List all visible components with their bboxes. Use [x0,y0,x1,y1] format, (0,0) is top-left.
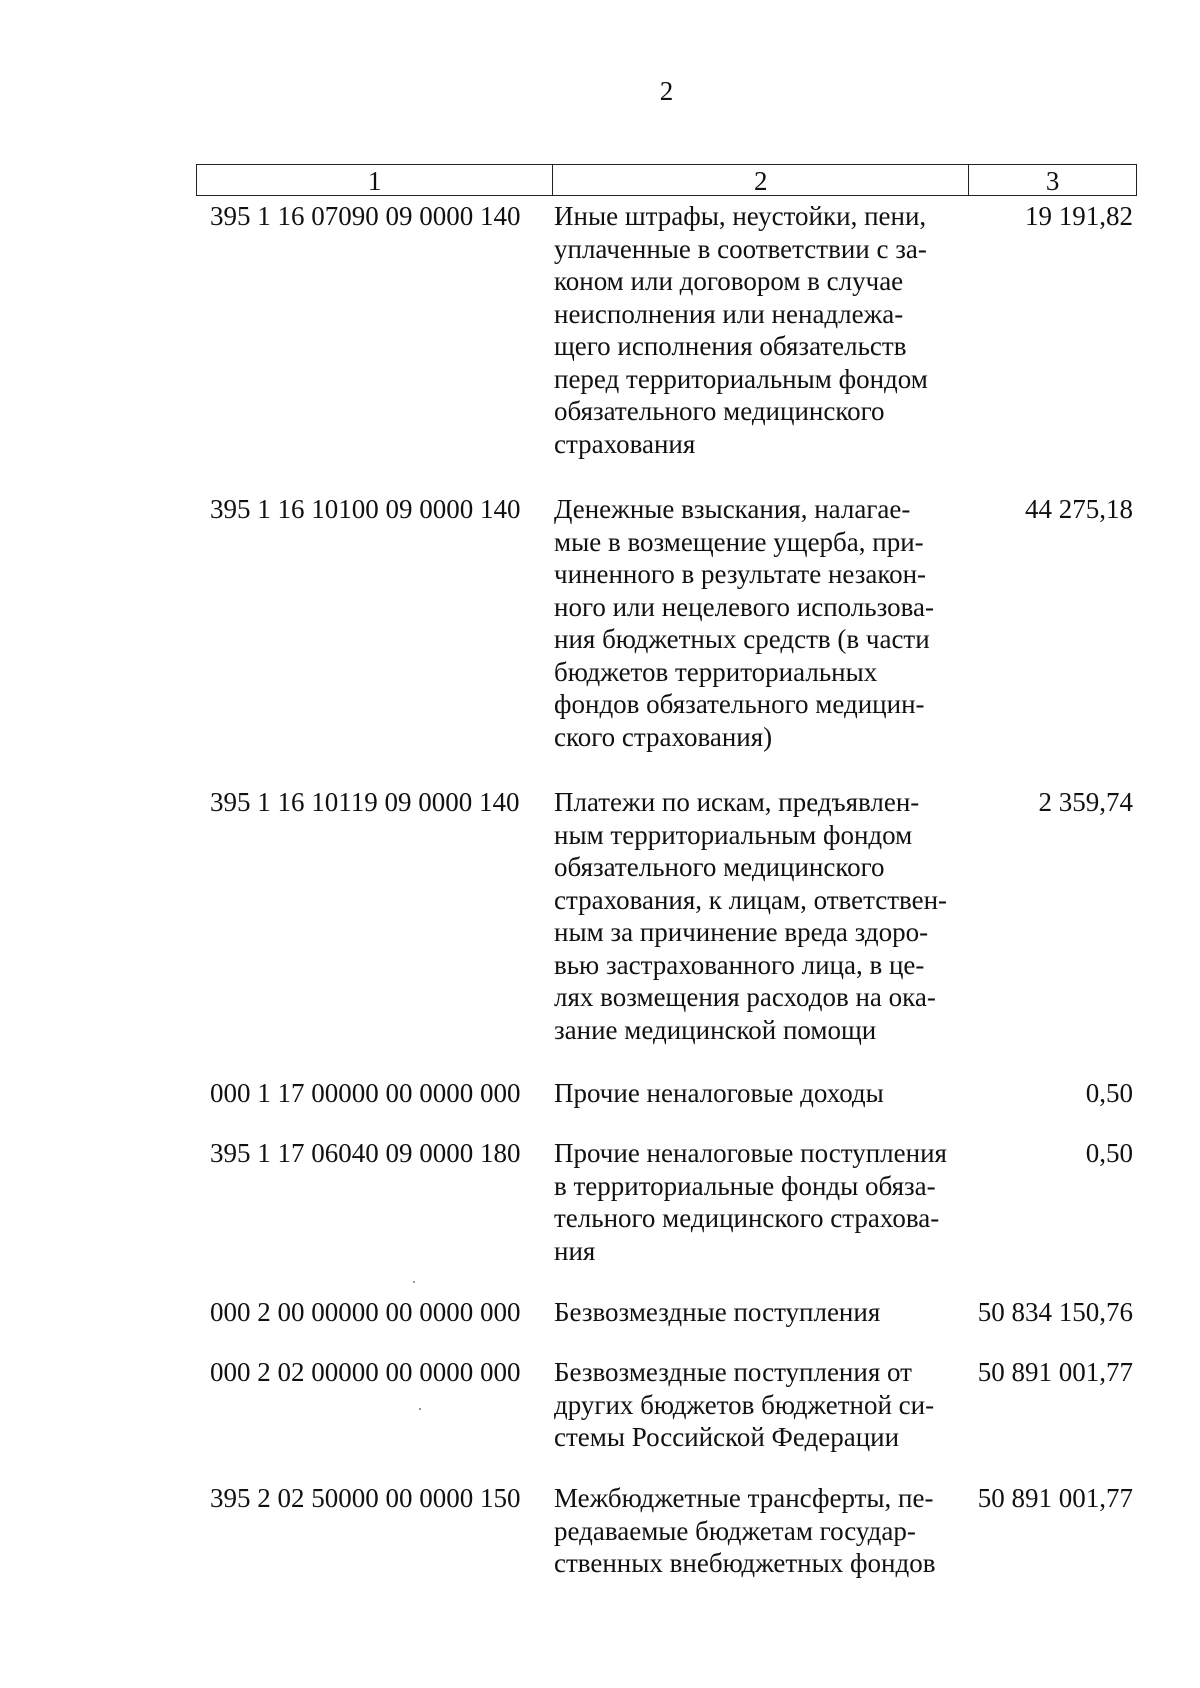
description-line: вью застрахованного лица, в це- [554,949,925,980]
amount-value: 44 275,18 [1025,494,1133,524]
row-description [554,1356,974,1454]
amount-value: 0,50 [1085,1138,1133,1168]
budget-code: 395 1 17 06040 09 0000 180 [210,1138,521,1168]
description-line: ного или нецелевого использова- [554,591,934,622]
description-line: Безвозмездные поступления [554,1297,881,1327]
budget-code: 395 1 16 10119 09 0000 140 [210,787,520,817]
row-description [554,200,974,460]
header-cell-3: 3 [1045,166,1060,196]
description-line: других бюджетов бюджетной си- [554,1389,935,1420]
description-line: неисполнения или ненадлежа- [554,298,904,329]
description-line: Безвозмездные поступления от [554,1357,912,1387]
description-line: мые в возмещение ущерба, при- [554,526,924,557]
scan-speck [419,1408,421,1410]
description-line: бюджетов территориальных [554,656,878,687]
description-line: страхования [554,428,696,459]
amount-value: 2 359,74 [1038,787,1133,817]
amount-value: 0,50 [1085,1078,1133,1108]
description-line: страхования, к лицам, ответствен- [554,884,948,915]
description-line: Прочие неналоговые поступления [554,1138,947,1168]
description-line: ния [554,1235,596,1266]
description-line: Прочие неналоговые доходы [554,1078,884,1108]
row-description [554,493,974,753]
description-line: уплаченные в соответствии с за- [554,233,927,264]
description-line: ственных внебюджетных фондов [554,1548,936,1578]
description-line: тельного медицинского страхова- [554,1203,940,1233]
description-line: ского страхования) [554,721,773,752]
description-line: Иные штрафы, неустойки, пени, [554,201,927,231]
amount-value: 19 191,82 [1025,201,1133,231]
description-line: обязательного медицинского [554,852,885,882]
description-line: стемы Российской Федерации [554,1422,900,1452]
description-line: перед территориальным фондом [554,363,928,394]
description-line: щего исполнения обязательств [554,331,907,361]
row-description [554,786,974,1046]
header-cell-2: 2 [553,165,969,195]
row-description [554,1296,974,1329]
budget-code: 395 1 16 07090 09 0000 140 [210,201,521,231]
description-line: коном или договором в случае [554,266,904,296]
description-line: ния бюджетных средств (в части [554,624,930,654]
description-line: Денежные взыскания, налагае- [554,494,911,524]
amount-value: 50 834 150,76 [977,1297,1133,1327]
row-description [554,1482,974,1580]
table-header [196,164,1137,196]
budget-code: 395 2 02 50000 00 0000 150 [210,1483,521,1513]
page-number: 2 [659,76,674,106]
description-line: зание медицинской помощи [554,1014,877,1045]
row-description [554,1077,974,1110]
description-line: Платежи по искам, предъявлен- [554,787,920,817]
budget-code: 000 1 17 00000 00 0000 000 [210,1078,521,1108]
description-line: фондов обязательного медицин- [554,689,925,719]
header-cell-1: 1 [197,165,553,195]
row-description [554,1137,974,1267]
description-line: лях возмещения расходов на ока- [554,982,936,1012]
budget-code: 000 2 02 00000 00 0000 000 [210,1357,521,1387]
description-line: редаваемые бюджетам государ- [554,1515,916,1546]
budget-code: 395 1 16 10100 09 0000 140 [210,494,521,524]
budget-code: 000 2 00 00000 00 0000 000 [210,1297,521,1327]
description-line: ным территориальным фондом [554,819,913,850]
description-line: чиненного в результате незакон- [554,559,927,589]
amount-value: 50 891 001,77 [977,1483,1133,1513]
description-line: в территориальные фонды обяза- [554,1170,936,1201]
description-line: ным за причинение вреда здоро- [554,917,929,947]
description-line: Межбюджетные трансферты, пе- [554,1483,934,1513]
description-line: обязательного медицинского [554,396,885,426]
amount-value: 50 891 001,77 [977,1357,1133,1387]
scan-speck [413,1281,415,1283]
